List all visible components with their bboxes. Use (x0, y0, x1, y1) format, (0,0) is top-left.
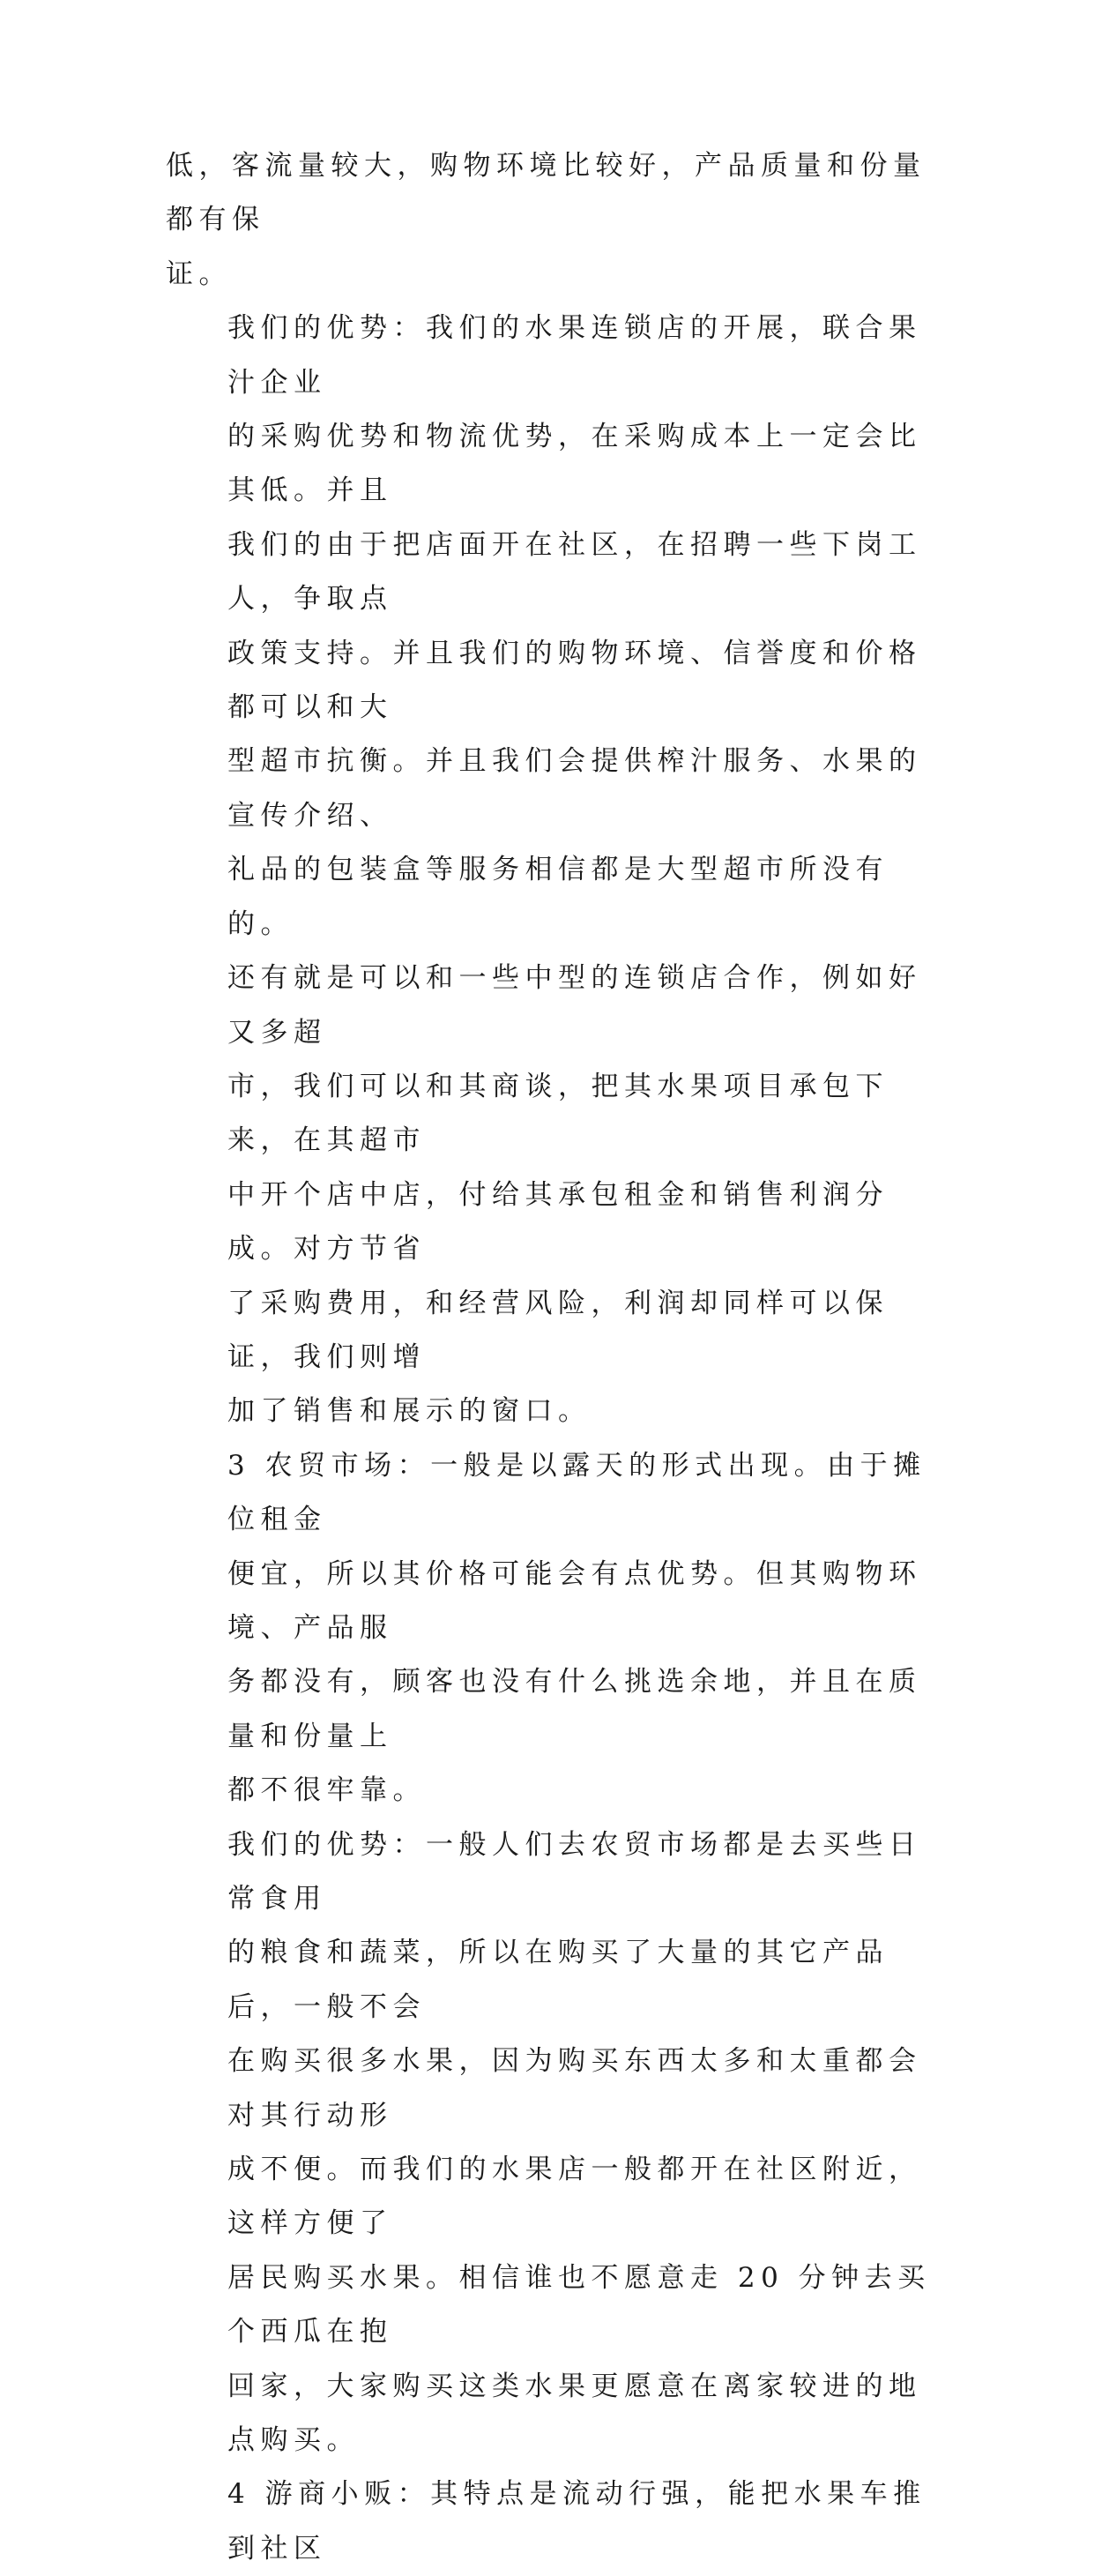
paragraph-6: 4 游商小贩：其特点是流动行强，能把水果车推到社区 (227, 2478, 927, 2565)
paragraph-1: 低，客流量较大，购物环境比较好，产品质量和份量都有保 证。 (166, 150, 927, 290)
document-body (166, 139, 941, 2576)
paragraph-3: 还有就是可以和一些中型的连锁店合作，例如好又多超 市，我们可以和其商谈，把其水果项目承包下来，在其超市 中开个店中店，付给其承包租金和销售利润分成。对方节省 了采购费用，和经营风险，利润却同样可以保证，我们则增 加了销售和展示的窗口。 (227, 962, 922, 1428)
paragraph-4: 3 农贸市场：一般是以露天的形式出现。由于摊位租金 便宜，所以其价格可能会有点优势。但其购物环境、产品服 务都没有，顾客也没有什么挑选余地，并且在质量和份量上 都不很牢靠。 (227, 1449, 927, 1807)
paragraph-2: 我们的优势：我们的水果连锁店的开展，联合果汁企业 的采购优势和物流优势，在采购成本上一定会比其低。并且 我们的由于把店面开在社区，在招聘一些下岗工人，争取点 政策支持。并且我们的购物环境、信誉度和价格都可以和大 型超市抗衡。并且我们会提供榨汁服务、水果的宣传介绍、 礼品的包装盒等服务相信都是大型超市所没有的。 (227, 312, 922, 940)
paragraph-5: 我们的优势：一般人们去农贸市场都是去买些日常食用 的粮食和蔬菜，所以在购买了大量的其它产品后，一般不会 在购买很多水果，因为购买东西太多和太重都会对其行动形 成不便。而我们的水果店一般都开在社区附近，这样方便了 居民购买水果。相信谁也不愿意走 20 分钟去买个西瓜在抱 回家，大家购买这类水果更愿意在离家较进的地点购买。 (227, 1828, 931, 2457)
